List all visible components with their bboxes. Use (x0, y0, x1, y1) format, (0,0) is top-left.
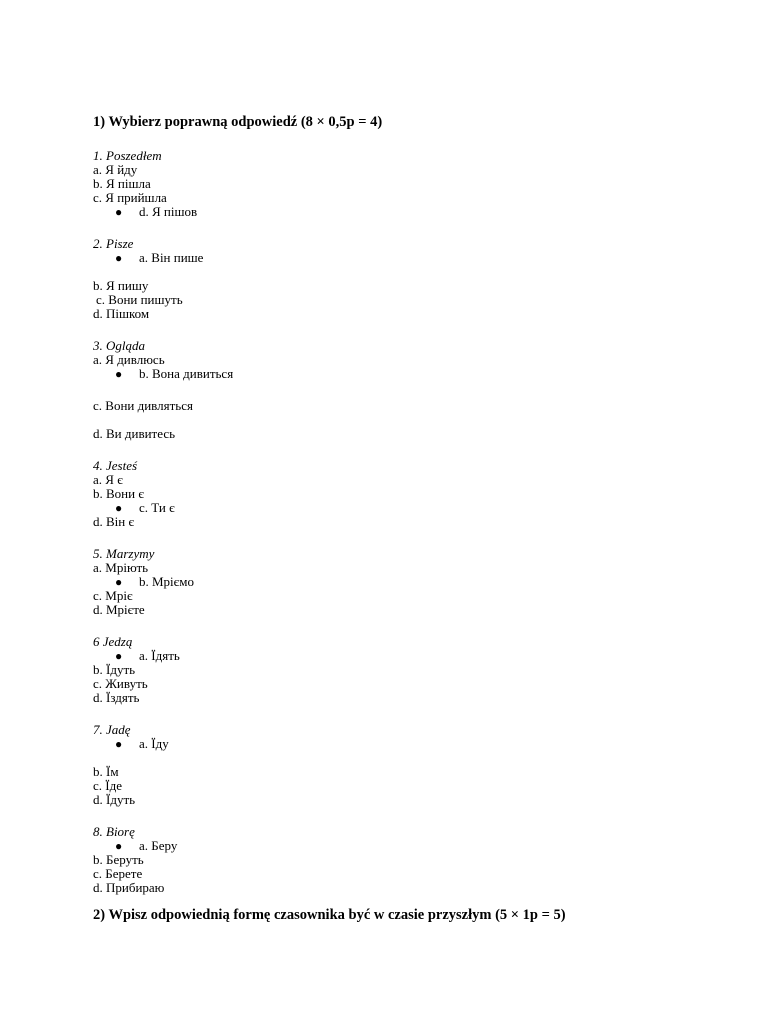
question-6-option-c: c. Живуть (93, 676, 148, 691)
question-3-option-d: d. Ви дивитесь (93, 426, 176, 441)
bullet-icon: ● (115, 251, 123, 265)
question-3-prompt: 3. Ogląda (93, 338, 145, 353)
question-2-option-d: d. Пішком (93, 306, 150, 321)
question-5-option-c: c. Мріє (93, 588, 133, 603)
question-2-option-c: c. Вони пишуть (96, 292, 183, 307)
question-1-option-b: b. Я пішла (93, 176, 151, 191)
question-4-prompt: 4. Jesteś (93, 458, 138, 473)
question-1-option-a: a. Я йду (93, 162, 138, 177)
question-6-option-d: d. Їздять (93, 690, 140, 705)
bullet-icon: ● (115, 737, 123, 751)
question-5-option-d: d. Мрієте (93, 602, 145, 617)
question-4-option-a: a. Я є (93, 472, 123, 487)
question-4-option-d: d. Він є (93, 514, 135, 529)
question-1-option-c: c. Я прийшла (93, 190, 167, 205)
question-8-option-d: d. Прибираю (93, 880, 165, 895)
question-7-option-b: b. Їм (93, 764, 119, 779)
bullet-icon: ● (115, 501, 123, 515)
question-3-option-b: b. Вона дивиться (139, 366, 234, 381)
question-6-prompt: 6 Jedzą (93, 634, 133, 649)
question-1-option-d: d. Я пішов (139, 204, 198, 219)
question-5-option-a: a. Мріють (93, 560, 149, 575)
question-2-option-b: b. Я пишу (93, 278, 149, 293)
question-5-prompt: 5. Marzymy (93, 546, 155, 561)
question-7-prompt: 7. Jadę (93, 722, 131, 737)
bullet-icon: ● (115, 205, 123, 219)
question-3-option-c: c. Вони дивляться (93, 398, 193, 413)
question-7-selected-answer (115, 736, 169, 752)
question-6-option-a: a. Їдять (139, 648, 180, 663)
question-4-option-b: b. Вони є (93, 486, 144, 501)
section-1-heading: 1) Wybierz poprawną odpowiedź (8 × 0,5p = 4) (93, 114, 383, 130)
question-2-option-a: a. Він пише (139, 250, 204, 265)
question-5-option-b: b. Мріємо (139, 574, 194, 589)
question-2-selected-answer (115, 250, 203, 266)
question-8-prompt: 8. Biorę (93, 824, 135, 839)
question-6-option-b: b. Їдуть (93, 662, 136, 677)
question-1-selected-answer (115, 204, 197, 220)
question-7-option-c: c. Їде (93, 778, 122, 793)
question-3-selected-answer (115, 366, 233, 382)
question-1-prompt: 1. Poszedłem (93, 148, 162, 163)
question-8-option-a: a. Беру (139, 838, 178, 853)
question-8-option-b: b. Беруть (93, 852, 144, 867)
bullet-icon: ● (115, 839, 123, 853)
bullet-icon: ● (115, 575, 123, 589)
question-3-option-a: a. Я дивлюсь (93, 352, 165, 367)
section-2-heading: 2) Wpisz odpowiednią formę czasownika być w czasie przyszłym (5 × 1p = 5) (93, 907, 566, 923)
bullet-icon: ● (115, 367, 123, 381)
question-8-option-c: c. Берете (93, 866, 143, 881)
question-7-option-d: d. Їдуть (93, 792, 136, 807)
question-4-option-c: c. Ти є (139, 500, 175, 515)
question-7-option-a: a. Їду (139, 736, 169, 751)
bullet-icon: ● (115, 649, 123, 663)
question-2-prompt: 2. Pisze (93, 236, 134, 251)
